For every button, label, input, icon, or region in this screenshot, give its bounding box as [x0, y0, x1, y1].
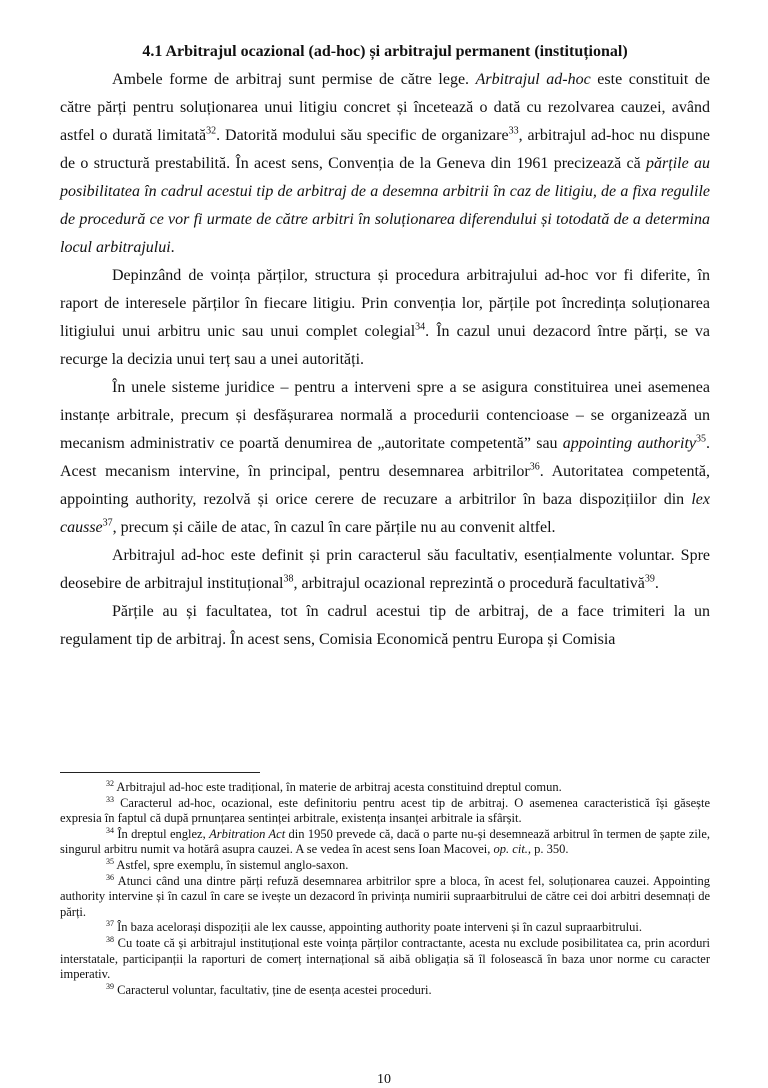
footnote-text: Arbitrajul ad-hoc este tradițional, în materie de arbitraj acesta constituind dreptul comun. — [114, 780, 562, 794]
text-run: . În cazul unui dezacord între părți, se va recurge la decizia unui terț sau a unei autorități. — [60, 323, 710, 368]
footnote-ref: 34 — [415, 321, 426, 333]
footnote-35 — [60, 858, 710, 874]
footnote-ref: 36 — [529, 461, 540, 473]
text-run: este constituit de către părți pentru soluționarea unui litigiu concret și încetează o dată cu rezolvarea cauzei, având astfel o durată limitată — [60, 71, 711, 144]
footnote-text: Cu toate că și arbitrajul instituțional este voința părților contractante, acesta nu exclude posibilitatea ca, prin acorduri interstatale, participanții la raporturi de comerț internațional să aibă obligația să îl folosească în baza unor norme cu caracter imperativ. — [60, 935, 710, 982]
footnote-number: 36 — [106, 872, 114, 882]
paragraph-2 — [60, 262, 710, 374]
footnote-text: În dreptul englez, — [114, 826, 210, 841]
footnote-ref: 32 — [206, 125, 217, 137]
footnote-32 — [60, 780, 710, 796]
footnote-39 — [60, 983, 710, 999]
text-run: Arbitrajul ad-hoc este definit și prin caracterul său facultativ, esențialmente voluntar. Spre deosebire de arbitrajul instituțional — [60, 547, 710, 592]
footnote-ref: 37 — [102, 517, 113, 529]
text-run: . Datorită modului său specific de organizare — [216, 127, 509, 144]
paragraph-1 — [60, 66, 710, 262]
footnote-number: 39 — [106, 981, 114, 991]
footnote-text: În baza acelorași dispoziții ale lex causse, appointing authority poate interveni și în cazul supraarbitrului. — [114, 920, 642, 935]
page-body — [60, 34, 710, 654]
footnote-text: Atunci când una dintre părți refuză desemnarea arbitrilor spre a bloca, în acest fel, soluționarea cauzei. Appointing authority intervine și în cazul în care se ivește un dezacord în privința numirii supraarbitrului de către cei doi arbitri desemnați de părți. — [60, 873, 710, 919]
footnote-text: Caracterul voluntar, facultativ, ține de esența acestei proceduri. — [114, 982, 432, 997]
footnote-text: Astfel, spre exemplu, în sistemul anglo-saxon. — [114, 857, 349, 872]
italic-term: lex causse — [60, 491, 710, 536]
italic-term: appointing authority — [562, 435, 697, 452]
paragraph-5 — [60, 598, 710, 654]
footnote-italic: op. cit., — [493, 842, 532, 857]
footnote-38 — [60, 936, 710, 983]
text-run: , precum și căile de atac, în cazul în care părțile nu au convenit altfel. — [112, 519, 556, 536]
text-run: Ambele forme de arbitraj sunt permise de către lege. — [112, 71, 476, 88]
footnote-37 — [60, 920, 710, 936]
footnote-text: Caracterul ad-hoc, ocazional, este definitoriu pentru acest tip de arbitraj. O asemenea caracteristică își găsește expresia în faptul că după prnunțarea sentinței arbitrale, existența insanței arbitrale ia sfârșit. — [60, 795, 710, 826]
footnote-33 — [60, 796, 710, 827]
footnote-number: 38 — [106, 934, 114, 944]
footnote-number: 35 — [106, 856, 114, 866]
footnote-ref: 33 — [508, 125, 519, 137]
page-number: 10 — [377, 1072, 391, 1087]
text-run: Părțile au și facultatea, tot în cadrul acestui tip de arbitraj, de a face trimiteri la un regulament tip de arbitraj. În acest sens, Comisia Economică pentru Europa și Comisia — [60, 603, 710, 648]
footnote-italic: Arbitration Act — [209, 826, 286, 841]
footnote-number: 33 — [106, 794, 114, 804]
footnote-separator — [60, 772, 260, 773]
italic-quote: părțile au posibilitatea în cadrul acestui tip de arbitraj de a desemna arbitrii în caz de litigiu, de a fixa regulile de procedură ce vor fi urmate de către arbitri în soluționarea diferendului și totodată de a determina locul arbitrajului — [60, 155, 710, 256]
text-run: , arbitrajul ocazional reprezintă o procedură facultativă — [293, 575, 645, 592]
footnote-34 — [60, 827, 710, 858]
text-run: . Autoritatea competentă, appointing authority, rezolvă și orice cerere de recuzare a arbitrilor în baza dispozițiilor din — [60, 463, 710, 508]
section-heading: 4.1 Arbitrajul ocazional (ad-hoc) și arbitrajul permanent (instituțional) — [142, 43, 628, 60]
paragraph-4 — [60, 542, 710, 598]
footnote-ref: 39 — [644, 573, 655, 585]
footnote-text: p. 350. — [531, 842, 569, 857]
footnote-number: 32 — [106, 778, 114, 788]
footnote-number: 37 — [106, 919, 114, 929]
text-run: , arbitrajul ad-hoc nu dispune de o structură prestabilită. În acest sens, Convenția de la Geneva din 1961 precizează că — [60, 127, 711, 172]
text-run: Depinzând de voința părților, structura și procedura arbitrajului ad-hoc vor fi diferite, în raport de interesele părților în fiecare litigiu. Prin convenția lor, părțile pot încredința soluționarea litigiului unui arbitru unic sau unui complet colegial — [60, 267, 710, 340]
footnote-ref: 35 — [696, 433, 707, 445]
footnotes — [60, 780, 710, 998]
paragraph-3 — [60, 374, 710, 542]
footnote-number: 34 — [106, 825, 114, 835]
footnote-ref: 38 — [283, 573, 294, 585]
text-run: . Acest mecanism intervine, în principal, pentru desemnarea arbitrilor — [60, 435, 711, 480]
text-run: . — [654, 575, 659, 592]
footnote-text: din 1950 prevede că, dacă o parte nu-și desemnează arbitrul în termen de șapte zile, singurul arbitru numit va hotărâ asupra cauzei. A se vedea în acest sens Ioan Macovei, — [60, 826, 711, 857]
italic-term: Arbitrajul ad-hoc — [475, 71, 591, 88]
text-run: În unele sisteme juridice – pentru a interveni spre a se asigura constituirea unei asemenea instanțe arbitrale, precum și desfășurarea normală a procedurii contencioase – se organizează un mecanism administrativ ce poartă denumirea de „autoritate competentă” sau — [60, 379, 710, 452]
footnote-36 — [60, 874, 710, 921]
text-run: . — [170, 239, 175, 256]
